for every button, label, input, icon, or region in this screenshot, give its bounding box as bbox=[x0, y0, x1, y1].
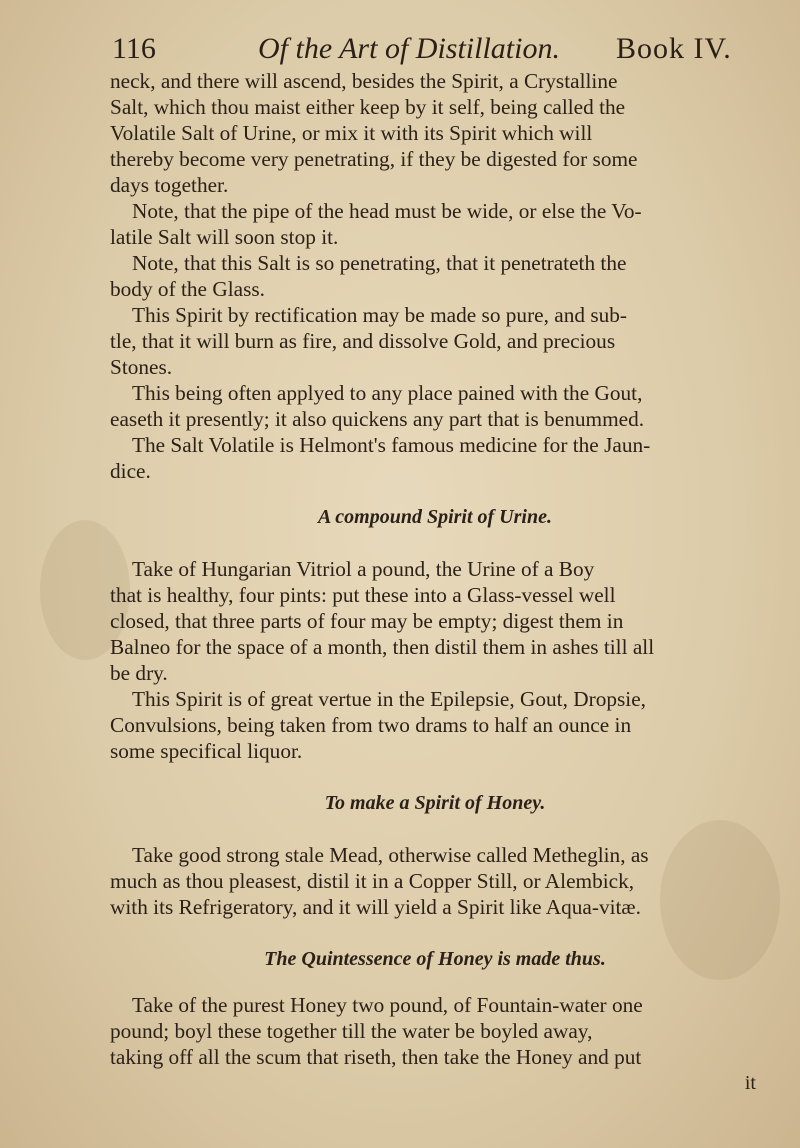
text-line: Stones. bbox=[110, 355, 173, 379]
paragraph bbox=[110, 432, 760, 484]
section-heading: The Quintessence of Honey is made thus. bbox=[264, 948, 606, 970]
paragraph bbox=[110, 992, 760, 1070]
section-heading: A compound Spirit of Urine. bbox=[318, 506, 552, 528]
paragraph bbox=[110, 68, 760, 198]
running-header bbox=[0, 26, 800, 70]
text-line: taking off all the scum that riseth, then take the Honey and put bbox=[110, 1045, 642, 1069]
text-line: some specifical liquor. bbox=[110, 739, 303, 763]
text-line: easeth it presently; it also quickens any part that is benummed. bbox=[110, 407, 645, 431]
text-line: Take of Hungarian Vitriol a pound, the Urine of a Boy bbox=[132, 557, 595, 581]
text-line: This being often applyed to any place pained with the Gout, bbox=[132, 381, 643, 405]
text-line: Note, that the pipe of the head must be wide, or else the Vo- bbox=[132, 199, 642, 223]
text-line: Volatile Salt of Urine, or mix it with its Spirit which will bbox=[110, 121, 593, 145]
paragraph bbox=[110, 302, 760, 380]
paragraph bbox=[110, 686, 760, 764]
text-line: Take good strong stale Mead, otherwise called Metheglin, as bbox=[132, 843, 649, 867]
paragraph bbox=[110, 198, 760, 250]
text-line: This Spirit by rectification may be made so pure, and sub- bbox=[132, 303, 628, 327]
catchword: it bbox=[744, 1072, 756, 1094]
paragraph bbox=[110, 380, 760, 432]
text-line: dice. bbox=[110, 459, 151, 483]
book-label: Book IV. bbox=[616, 32, 732, 65]
text-line: neck, and there will ascend, besides the Spirit, a Crystalline bbox=[110, 69, 618, 93]
text-line: thereby become very penetrating, if they be digested for some bbox=[110, 147, 638, 171]
text-line: Convulsions, being taken from two drams to half an ounce in bbox=[110, 713, 632, 737]
text-line: closed, that three parts of four may be empty; digest them in bbox=[110, 609, 624, 633]
text-line: days together. bbox=[110, 173, 229, 197]
text-line: tle, that it will burn as fire, and dissolve Gold, and precious bbox=[110, 329, 616, 353]
text-line: The Salt Volatile is Helmont's famous medicine for the Jaun- bbox=[132, 433, 651, 457]
section-heading: To make a Spirit of Honey. bbox=[324, 792, 546, 814]
text-line: pound; boyl these together till the water be boyled away, bbox=[110, 1019, 593, 1043]
page-number: 116 bbox=[112, 32, 156, 65]
text-line: with its Refrigeratory, and it will yield a Spirit like Aqua-vitæ. bbox=[110, 895, 641, 919]
text-line: Take of the purest Honey two pound, of Fountain-water one bbox=[132, 993, 643, 1017]
paragraph bbox=[110, 556, 760, 686]
paragraph bbox=[110, 250, 760, 302]
page-body bbox=[110, 68, 760, 1070]
text-line: Salt, which thou maist either keep by it self, being called the bbox=[110, 95, 626, 119]
text-line: much as thou pleasest, distil it in a Copper Still, or Alembick, bbox=[110, 869, 635, 893]
text-line: latile Salt will soon stop it. bbox=[110, 225, 339, 249]
text-line: Balneo for the space of a month, then distil them in ashes till all bbox=[110, 635, 655, 659]
paragraph bbox=[110, 842, 760, 920]
text-line: that is healthy, four pints: put these into a Glass-vessel well bbox=[110, 583, 616, 607]
text-line: Note, that this Salt is so penetrating, that it penetrateth the bbox=[132, 251, 627, 275]
running-title: Of the Art of Distillation. bbox=[258, 32, 560, 65]
text-line: This Spirit is of great vertue in the Epilepsie, Gout, Dropsie, bbox=[132, 687, 646, 711]
text-line: body of the Glass. bbox=[110, 277, 265, 301]
text-line: be dry. bbox=[110, 661, 168, 685]
